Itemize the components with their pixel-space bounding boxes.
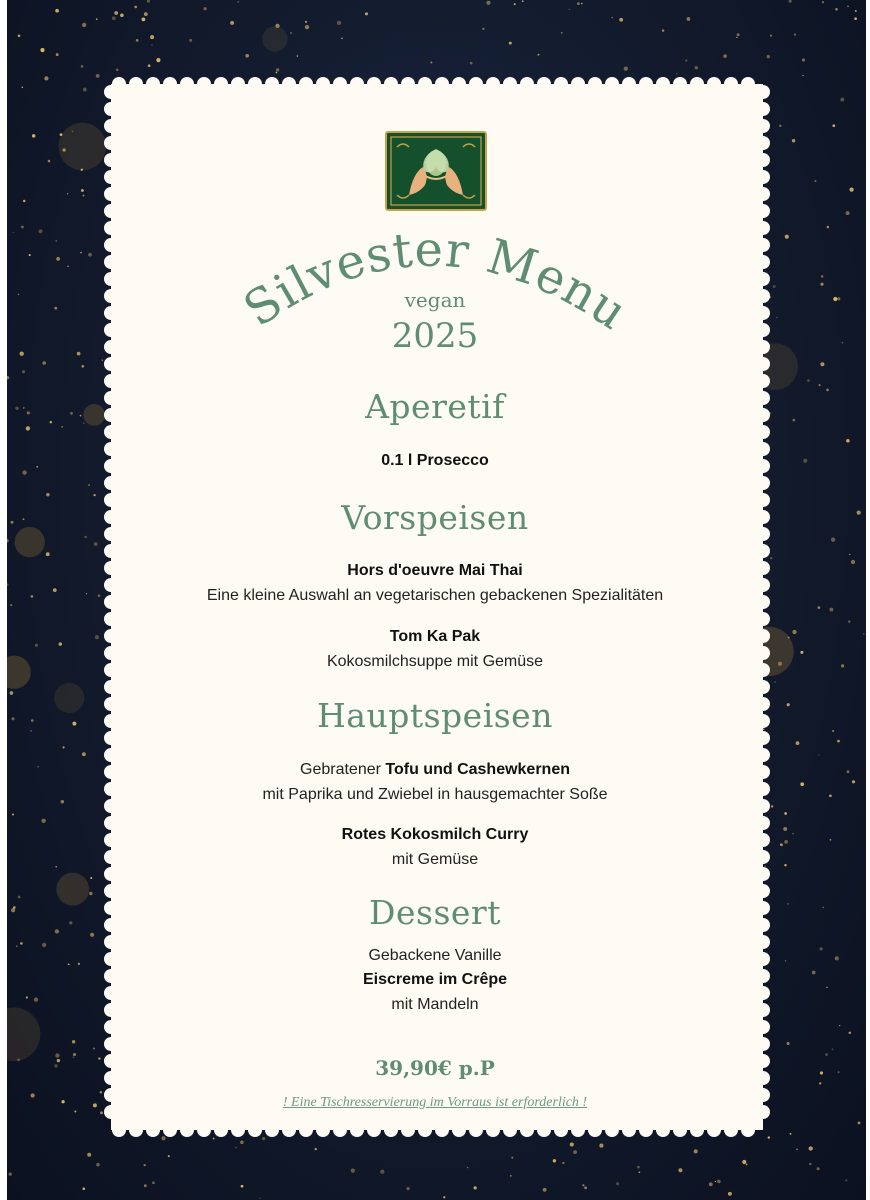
- menu-title: Silvester Menu: [233, 221, 638, 342]
- dish-description: mit Mandeln: [391, 996, 479, 1013]
- dish-description: Eine kleine Auswahl an vegetarischen gebackenen Spezialitäten: [206, 587, 664, 604]
- dish-description: mit Paprika und Zwiebel in hausgemachter Soße: [262, 786, 608, 803]
- menu-year: 2025: [391, 316, 479, 356]
- section-title-hauptspeisen: Hauptspeisen: [317, 696, 553, 735]
- lotus-hands-logo: [385, 131, 487, 211]
- dish-name: Tom Ka Pak: [389, 628, 481, 645]
- dish-name: Gebratener Tofu und Cashewkernen: [300, 761, 570, 778]
- dish-description: mit Gemüse: [391, 851, 479, 868]
- dish-prosecco: 0.1 l Prosecco: [381, 452, 489, 469]
- section-title-aperetif: Aperetif: [365, 387, 505, 426]
- section-title-vorspeisen: Vorspeisen: [341, 498, 529, 537]
- dish-name: Eiscreme im Crêpe: [362, 971, 508, 988]
- menu-price: 39,90€ p.P: [375, 1056, 495, 1080]
- dish-description: Kokosmilchsuppe mit Gemüse: [326, 653, 544, 670]
- reservation-note: ! Eine Tischresservierung im Vorraus ist erforderlich !: [282, 1095, 588, 1110]
- dish-description: Gebackene Vanille: [368, 947, 502, 964]
- dish-name: Hors d'oeuvre Mai Thai: [347, 562, 523, 579]
- dish-name: Rotes Kokosmilch Curry: [341, 826, 529, 843]
- menu-subtitle: vegan: [404, 288, 466, 312]
- section-title-dessert: Dessert: [369, 893, 501, 932]
